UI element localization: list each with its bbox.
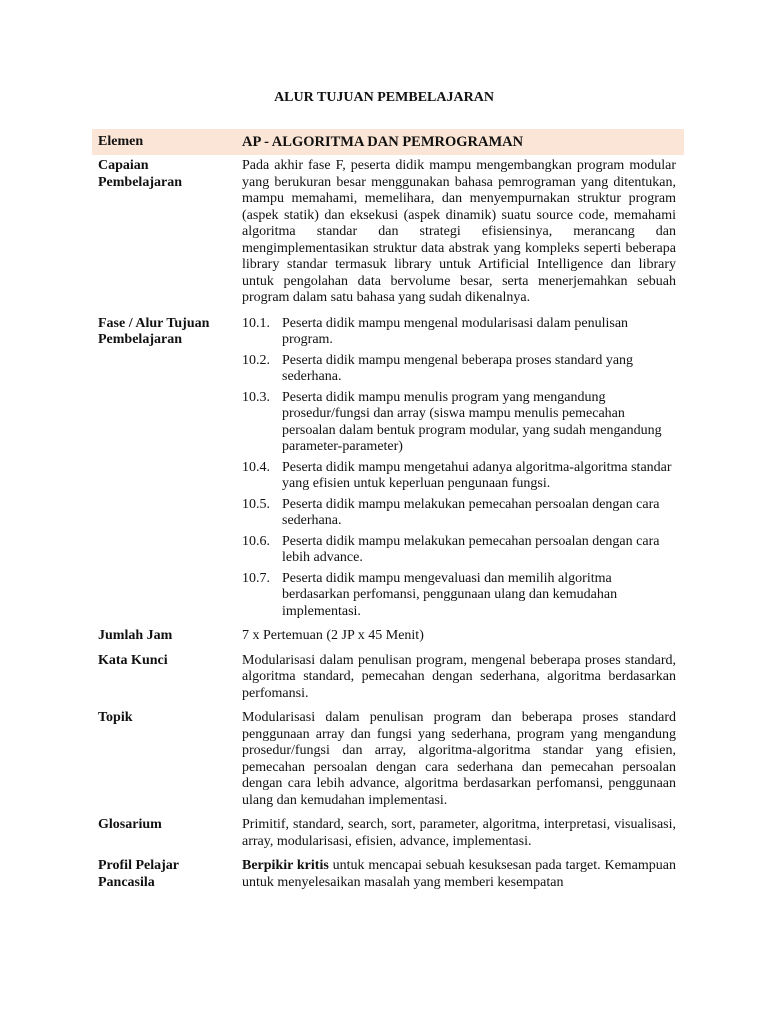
header-value: AP - ALGORITMA DAN PEMROGRAMAN	[242, 133, 524, 150]
topik-value: Modularisasi dalam penulisan program dan beberapa proses standard penggunaan array dan fungsi yang sederhana, program yang mengandung prosedur/fungsi dan array, algoritma-algoritma standar yang efisien, pemecahan persoalan dengan cara sederhana dan pemecahan persoalan dengan cara lebih advance, algoritma berdasarkan perfomansi, penggunaan ulang dan kemudahan implementasi.	[242, 710, 676, 808]
topik-row	[92, 710, 684, 809]
kata-kunci-value: Modularisasi dalam penulisan program, mengenal beberapa proses standard, algoritma standard, pemecahan dengan sederhana, algoritma berdasarkan perfomansi.	[242, 652, 676, 701]
jumlah-jam-label: Jumlah Jam	[98, 628, 173, 643]
fase-item	[242, 534, 676, 567]
document-title: ALUR TUJUAN PEMBELAJARAN	[274, 90, 494, 105]
glosarium-label: Glosarium	[98, 817, 162, 832]
fase-item	[242, 316, 676, 349]
capaian-label: Capaian Pembelajaran	[98, 158, 182, 190]
capaian-value: Pada akhir fase F, peserta didik mampu mengembangkan program modular yang berukuran besar menggunakan bahasa pemrograman yang ditentukan, mampu memahami, memelihara, dan menyempurnakan struktur program (aspek statik) dan eksekusi (aspek dinamik) suatu source code, memahami algoritma standar dan strategi efisiensinya, merancang dan mengimplementasikan struktur data abstrak yang kompleks seperti beberapa library standar termasuk library untuk Artificial Intelligence dan library untuk pengolahan data bervolume besar, serta menerjemahkan sebuah program dalam satu bahasa yang sudah dikenalnya.	[242, 158, 676, 305]
fase-item-text: Peserta didik mampu menulis program yang mengandung prosedur/fungsi dan array (siswa mampu menulis pemecahan persoalan dalam bentuk program modular, yang sudah mengandung parameter-parameter)	[282, 389, 662, 454]
fase-item	[242, 460, 676, 493]
fase-value	[234, 316, 676, 625]
header-row	[92, 129, 684, 155]
fase-item-number: 10.3.	[242, 389, 270, 405]
kata-kunci-label: Kata Kunci	[98, 652, 168, 668]
fase-row	[92, 316, 684, 625]
fase-item-text: Peserta didik mampu mengenal modularisasi dalam penulisan program.	[282, 315, 629, 347]
fase-item-text: Peserta didik mampu melakukan pemecahan persoalan dengan cara sederhana.	[282, 496, 660, 528]
fase-item-number: 10.4.	[242, 459, 270, 475]
fase-item-number: 10.7.	[242, 570, 270, 586]
fase-item-number: 10.6.	[242, 533, 270, 549]
fase-item	[242, 571, 676, 621]
fase-item	[242, 353, 676, 386]
fase-item-number: 10.2.	[242, 352, 270, 368]
kata-kunci-row	[92, 653, 684, 703]
profil-text: untuk mencapai sebuah kesuksesan pada target. Kemampuan untuk menyelesaikan masalah yang memberi kesempatan	[242, 858, 677, 890]
profil-row	[92, 858, 684, 891]
fase-item-text: Peserta didik mampu mengevaluasi dan memilih algoritma berdasarkan perfomansi, penggunaan ulang dan kemudahan implementasi.	[282, 570, 618, 619]
profil-value	[234, 858, 676, 891]
profil-label: Profil Pelajar Pancasila	[98, 858, 179, 890]
fase-list	[242, 316, 676, 621]
glosarium-value: Primitif, standard, search, sort, parameter, algoritma, interpretasi, visualisasi, array, modularisasi, efisien, advance, implementasi.	[242, 817, 676, 849]
glosarium-row	[92, 817, 684, 850]
fase-item-text: Peserta didik mampu mengenal beberapa proses standard yang sederhana.	[282, 352, 634, 384]
fase-item	[242, 497, 676, 530]
profil-bold-term: Berpikir kritis	[242, 858, 329, 873]
jumlah-jam-row	[92, 628, 684, 645]
header-label: Elemen	[98, 133, 144, 149]
fase-item-number: 10.1.	[242, 315, 270, 331]
fase-item-text: Peserta didik mampu mengetahui adanya algoritma-algoritma standar yang efisien untuk keperluan pengunaan fungsi.	[282, 459, 672, 491]
fase-label: Fase / Alur Tujuan Pembelajaran	[98, 315, 210, 347]
learning-flow-table	[92, 129, 684, 891]
jumlah-jam-value: 7 x Pertemuan (2 JP x 45 Menit)	[242, 628, 424, 643]
fase-item-number: 10.5.	[242, 496, 270, 512]
fase-item	[242, 390, 676, 456]
topik-label: Topik	[98, 710, 133, 725]
fase-item-text: Peserta didik mampu melakukan pemecahan persoalan dengan cara lebih advance.	[282, 533, 660, 565]
capaian-row	[92, 158, 684, 307]
